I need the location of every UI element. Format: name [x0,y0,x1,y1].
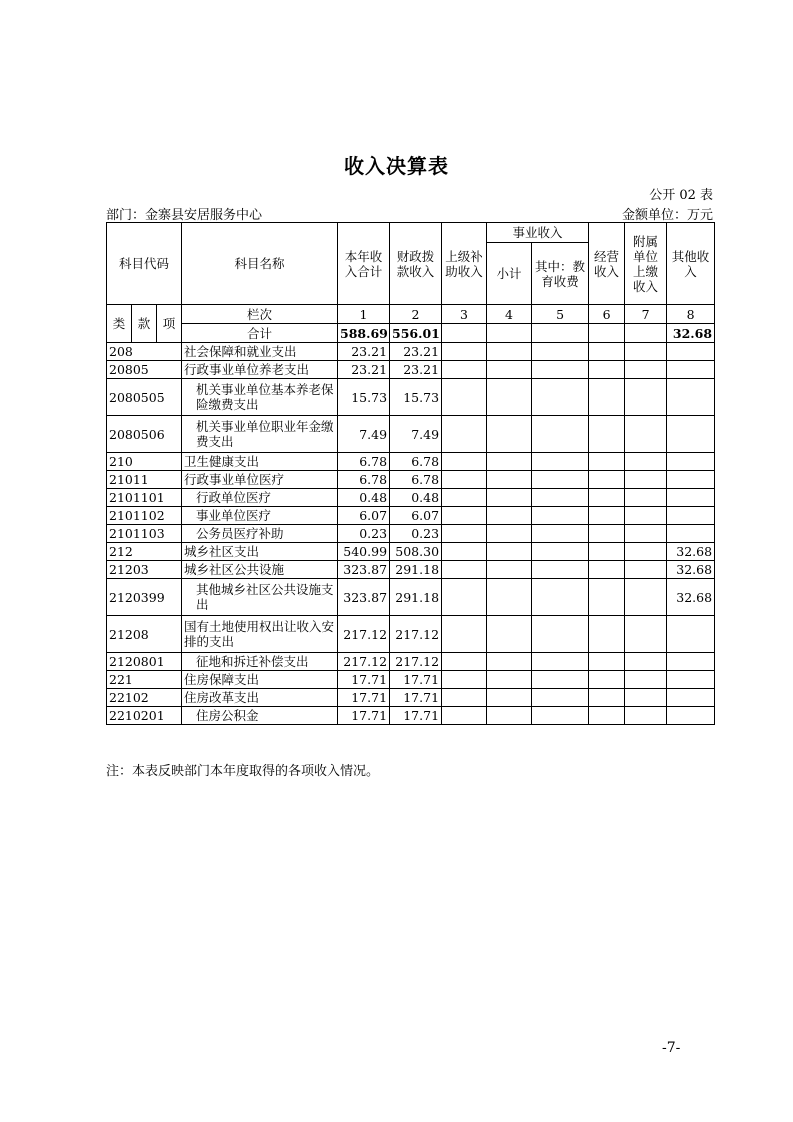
table-row [107,671,715,689]
row-other [667,416,715,453]
row-fiscal: 217.12 [390,616,442,653]
row-name: 行政事业单位医疗 [182,471,338,489]
table-row [107,525,715,543]
table-row [107,361,715,379]
header-lei: 类 [107,305,132,343]
header-total: 本年收入合计 [338,223,390,305]
header-code: 科目代码 [107,223,182,305]
row-other [667,379,715,416]
row-code: 21011 [107,471,182,489]
row-fiscal: 23.21 [390,361,442,379]
row-fiscal: 6.78 [390,471,442,489]
row-code: 208 [107,343,182,361]
row-code: 2080505 [107,379,182,416]
header-fiscal: 财政拨款收入 [390,223,442,305]
row-code: 2120801 [107,653,182,671]
row-total: 323.87 [338,561,390,579]
header-column-no: 栏次 [182,305,338,324]
row-code: 210 [107,453,182,471]
table-row [107,343,715,361]
row-other [667,489,715,507]
total-fiscal: 556.01 [390,324,442,343]
col-number: 7 [625,305,667,324]
row-name: 住房公积金 [182,707,338,725]
table-row [107,379,715,416]
row-fiscal: 17.71 [390,689,442,707]
col-number: 5 [532,305,589,324]
row-total: 23.21 [338,361,390,379]
row-fiscal: 17.71 [390,671,442,689]
income-final-accounts-table [106,222,715,725]
header-operating-income: 经营收入 [589,223,625,305]
row-name: 机关事业单位基本养老保险缴费支出 [182,379,338,416]
row-other: 32.68 [667,561,715,579]
row-other [667,707,715,725]
row-total: 217.12 [338,653,390,671]
row-name: 公务员医疗补助 [182,525,338,543]
table-row [107,653,715,671]
col-number: 8 [667,305,715,324]
header-name: 科目名称 [182,223,338,305]
col-number: 6 [589,305,625,324]
row-total: 17.71 [338,707,390,725]
amount-unit-label: 金额单位：万元 [621,208,713,223]
row-name: 事业单位医疗 [182,507,338,525]
row-other [667,361,715,379]
page-number: -7- [662,1040,681,1056]
total-amount: 588.69 [338,324,390,343]
row-name: 住房改革支出 [182,689,338,707]
row-other [667,343,715,361]
table-row [107,543,715,561]
total-label: 合计 [182,324,338,343]
row-name: 卫生健康支出 [182,453,338,471]
table-row [107,579,715,616]
row-code: 20805 [107,361,182,379]
row-code: 2080506 [107,416,182,453]
department-label: 部门：金寨县安居服务中心 [106,208,263,223]
table-row [107,507,715,525]
total-row [107,324,715,343]
row-fiscal: 291.18 [390,561,442,579]
row-other [667,471,715,489]
row-name: 行政事业单位养老支出 [182,361,338,379]
table-note: 注：本表反映部门本年度取得的各项收入情况。 [106,764,380,779]
row-code: 2101102 [107,507,182,525]
row-code: 2210201 [107,707,182,725]
form-number: 公开 02 表 [649,188,713,203]
row-other [667,689,715,707]
row-code: 2101101 [107,489,182,507]
header-upper-subsidy: 上级补助收入 [442,223,487,305]
row-other: 32.68 [667,543,715,561]
row-total: 7.49 [338,416,390,453]
row-fiscal: 6.07 [390,507,442,525]
row-name: 征地和拆迁补偿支出 [182,653,338,671]
row-total: 6.78 [338,471,390,489]
row-total: 23.21 [338,343,390,361]
table-row [107,453,715,471]
row-code: 2120399 [107,579,182,616]
row-fiscal: 15.73 [390,379,442,416]
table-row [107,471,715,489]
row-other [667,671,715,689]
row-fiscal: 291.18 [390,579,442,616]
row-other: 32.68 [667,579,715,616]
row-name: 其他城乡社区公共设施支出 [182,579,338,616]
row-code: 21208 [107,616,182,653]
col-number: 1 [338,305,390,324]
total-other: 32.68 [667,324,715,343]
row-name: 国有土地使用权出让收入安排的支出 [182,616,338,653]
row-other [667,525,715,543]
page-title: 收入决算表 [344,154,449,178]
row-fiscal: 217.12 [390,653,442,671]
header-other-income: 其他收入 [667,223,715,305]
row-fiscal: 23.21 [390,343,442,361]
header-subtotal: 小计 [487,243,532,305]
row-other [667,507,715,525]
col-number: 3 [442,305,487,324]
row-other [667,616,715,653]
row-fiscal: 17.71 [390,707,442,725]
table-row [107,561,715,579]
header-kuan: 款 [132,305,157,343]
col-number: 2 [390,305,442,324]
header-business-income: 事业收入 [487,223,589,243]
row-total: 217.12 [338,616,390,653]
row-fiscal: 0.48 [390,489,442,507]
header-xiang: 项 [157,305,182,343]
row-name: 社会保障和就业支出 [182,343,338,361]
row-name: 城乡社区支出 [182,543,338,561]
row-total: 17.71 [338,689,390,707]
table-row [107,489,715,507]
row-fiscal: 0.23 [390,525,442,543]
row-total: 0.48 [338,489,390,507]
table-row [107,616,715,653]
table-row [107,707,715,725]
table-row [107,416,715,453]
row-total: 323.87 [338,579,390,616]
row-other [667,653,715,671]
row-code: 21203 [107,561,182,579]
row-name: 机关事业单位职业年金缴费支出 [182,416,338,453]
row-total: 6.78 [338,453,390,471]
row-total: 540.99 [338,543,390,561]
row-fiscal: 508.30 [390,543,442,561]
header-affiliated-income: 附属单位上缴收入 [625,223,667,305]
row-total: 0.23 [338,525,390,543]
row-fiscal: 6.78 [390,453,442,471]
col-number: 4 [487,305,532,324]
row-code: 212 [107,543,182,561]
row-code: 221 [107,671,182,689]
row-total: 17.71 [338,671,390,689]
row-total: 15.73 [338,379,390,416]
row-name: 行政单位医疗 [182,489,338,507]
row-total: 6.07 [338,507,390,525]
row-other [667,453,715,471]
table-row [107,689,715,707]
row-name: 住房保障支出 [182,671,338,689]
row-fiscal: 7.49 [390,416,442,453]
row-code: 2101103 [107,525,182,543]
row-code: 22102 [107,689,182,707]
row-name: 城乡社区公共设施 [182,561,338,579]
header-education-fee: 其中：教育收费 [532,243,589,305]
